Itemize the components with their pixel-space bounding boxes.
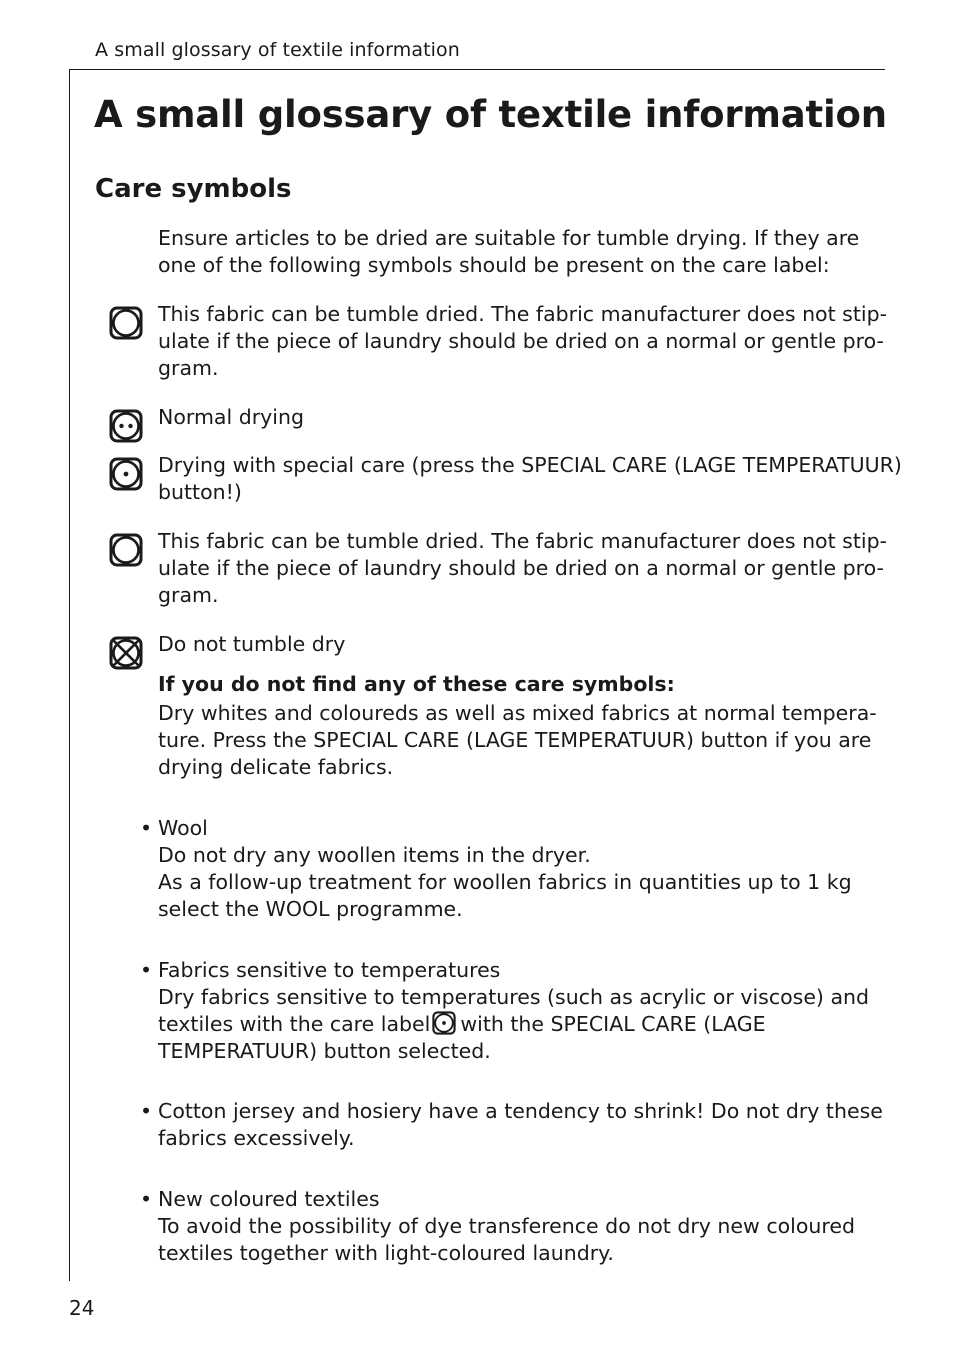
symbol-description-line: button!) xyxy=(158,480,242,504)
symbol-description xyxy=(158,404,863,431)
no-symbols-note xyxy=(158,671,877,781)
bullet-line: select the WOOL programme. xyxy=(158,897,463,921)
bullet-line-part: textiles with the care label xyxy=(158,1012,431,1036)
symbol-description xyxy=(158,452,902,506)
bullet-line: New coloured textiles xyxy=(158,1187,380,1211)
bullet-line: Do not dry any woollen items in the dryer. xyxy=(158,843,591,867)
tumble-dry-normal-icon xyxy=(109,409,143,443)
symbol-description-line: gram. xyxy=(158,356,219,380)
section-title: Care symbols xyxy=(95,174,292,204)
bullet-line: fabrics excessively. xyxy=(158,1126,355,1150)
bullet-line: Dry fabrics sensitive to temperatures (such as acrylic or viscose) and xyxy=(158,985,870,1009)
tumble-dry-icon xyxy=(109,533,143,567)
bullet-line-with-icon xyxy=(158,1011,863,1038)
page-number: 24 xyxy=(69,1296,95,1320)
margin-rule xyxy=(69,69,70,1281)
intro-line: Ensure articles to be dried are suitable for tumble drying. If they are xyxy=(158,226,860,250)
running-header: A small glossary of textile information xyxy=(95,39,460,61)
page-title: A small glossary of textile information xyxy=(94,93,887,136)
symbol-description xyxy=(158,301,887,382)
bullet-marker: • xyxy=(140,958,153,982)
bullet-marker: • xyxy=(140,1099,153,1123)
symbol-description-line: ulate if the piece of laundry should be dried on a normal or gentle pro- xyxy=(158,556,884,580)
bullet-line: Cotton jersey and hosiery have a tendency to shrink! Do not dry these xyxy=(158,1099,883,1123)
tumble-dry-low-icon xyxy=(109,457,143,491)
bullet-line: Wool xyxy=(158,816,208,840)
bullet-item-new-coloured-textiles xyxy=(158,1186,863,1267)
symbol-description-line: Normal drying xyxy=(158,405,304,429)
header-rule xyxy=(69,69,885,70)
symbol-description-line: Drying with special care (press the SPECIAL CARE (LAGE TEMPERATUUR) xyxy=(158,453,902,477)
symbol-description-line: Do not tumble dry xyxy=(158,632,346,656)
tumble-dry-low-icon xyxy=(432,1011,456,1035)
bullet-line: TEMPERATUUR) button selected. xyxy=(158,1039,491,1063)
symbol-description-line: ulate if the piece of laundry should be dried on a normal or gentle pro- xyxy=(158,329,884,353)
bullet-line: To avoid the possibility of dye transference do not dry new coloured xyxy=(158,1214,855,1238)
bullet-line: textiles together with light-coloured laundry. xyxy=(158,1241,614,1265)
bullet-line: Fabrics sensitive to temperatures xyxy=(158,958,501,982)
note-line: Dry whites and coloureds as well as mixed fabrics at normal tempera- xyxy=(158,701,877,725)
note-line: drying delicate fabrics. xyxy=(158,755,394,779)
bullet-item-wool xyxy=(158,815,863,923)
symbol-description xyxy=(158,631,863,658)
symbol-description-line: This fabric can be tumble dried. The fabric manufacturer does not stip- xyxy=(158,529,887,553)
bullet-marker: • xyxy=(140,1187,153,1211)
intro-line: one of the following symbols should be present on the care label: xyxy=(158,253,830,277)
bullet-marker: • xyxy=(140,816,153,840)
symbol-description-line: This fabric can be tumble dried. The fabric manufacturer does not stip- xyxy=(158,302,887,326)
bullet-item-sensitive-fabrics xyxy=(158,957,870,1065)
symbol-description-line: gram. xyxy=(158,583,219,607)
bullet-line-part: with the SPECIAL CARE (LAGE xyxy=(460,1012,766,1036)
symbol-description xyxy=(158,528,887,609)
bullet-line: As a follow-up treatment for woollen fabrics in quantities up to 1 kg xyxy=(158,870,852,894)
note-heading: If you do not find any of these care symbols: xyxy=(158,672,675,696)
note-line: ture. Press the SPECIAL CARE (LAGE TEMPERATUUR) button if you are xyxy=(158,728,872,752)
intro-paragraph xyxy=(158,225,863,279)
do-not-tumble-dry-icon xyxy=(109,636,143,670)
tumble-dry-icon xyxy=(109,306,143,340)
bullet-item-cotton-jersey xyxy=(158,1098,883,1152)
